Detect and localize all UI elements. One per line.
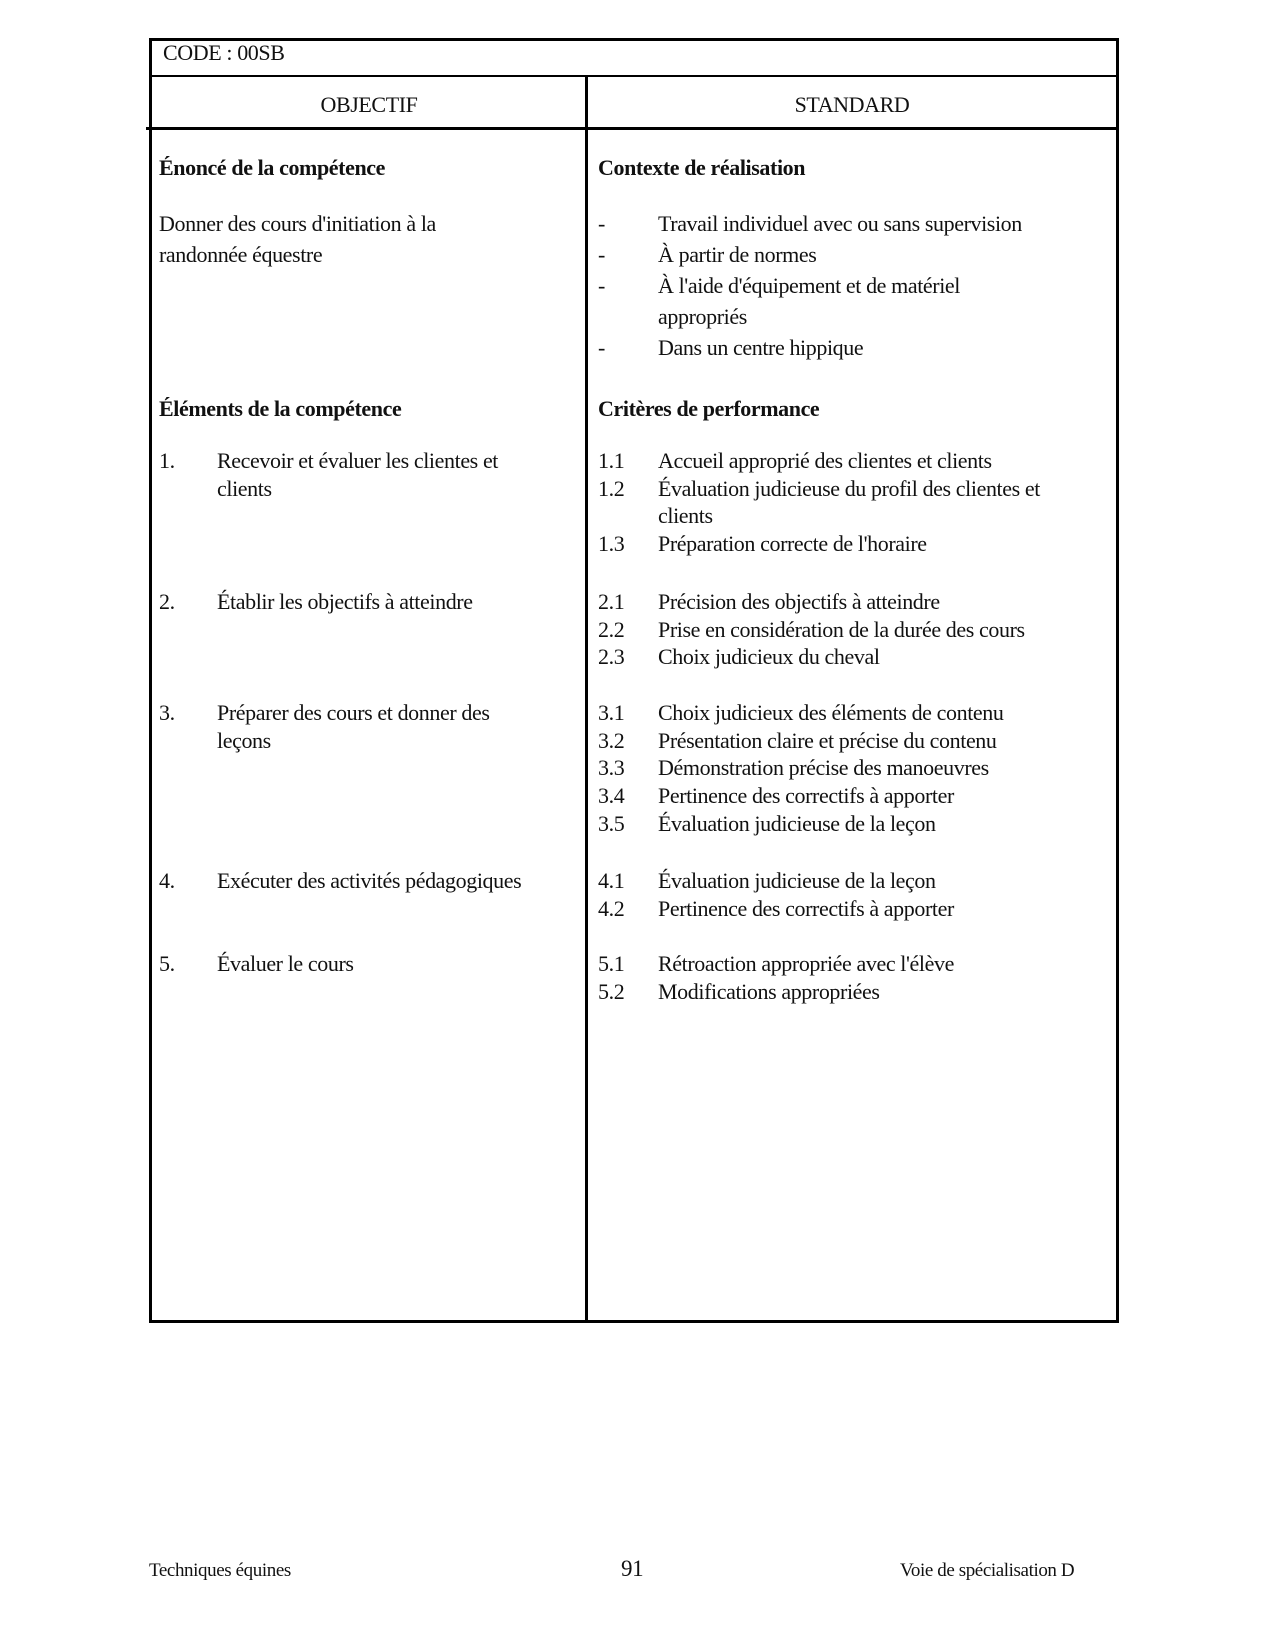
- element-text: Établir les objectifs à atteindre: [217, 589, 473, 614]
- footer-right: Voie de spécialisation D: [900, 1560, 1075, 1581]
- footer-left: Techniques équines: [149, 1560, 291, 1581]
- contexte-item-text: À partir de normes: [658, 242, 817, 267]
- code-row-divider: [149, 75, 1119, 77]
- header-standard: STANDARD: [794, 92, 910, 117]
- critere-text: Pertinence des correctifs à apporter: [658, 895, 954, 921]
- table-border-top: [149, 38, 1119, 41]
- element-text: clients: [217, 476, 272, 501]
- element-number: 3.: [159, 700, 175, 725]
- critere-text: Prise en considération de la durée des cours: [658, 616, 1025, 642]
- critere-number: 5.1: [598, 951, 625, 976]
- table-border-left: [149, 38, 152, 1323]
- element-text: Évaluer le cours: [217, 951, 354, 976]
- header-row-divider: [146, 127, 1119, 130]
- enonce-title: Énoncé de la compétence: [159, 155, 386, 180]
- critere-text: Démonstration précise des manoeuvres: [658, 755, 989, 781]
- table-border-right: [1116, 38, 1119, 1323]
- contexte-title: Contexte de réalisation: [598, 155, 806, 180]
- header-objectif: OBJECTIF: [320, 92, 418, 117]
- critere-text: Préparation correcte de l'horaire: [658, 531, 927, 557]
- element-text: leçons: [217, 728, 271, 753]
- enonce-line: Donner des cours d'initiation à la: [159, 211, 436, 236]
- contexte-item-text: appropriés: [658, 304, 747, 329]
- critere-text: Accueil approprié des clientes et clients: [658, 448, 992, 473]
- critere-text: Précision des objectifs à atteindre: [658, 589, 940, 614]
- critere-number: 5.2: [598, 978, 625, 1004]
- element-text: Préparer des cours et donner des: [217, 700, 490, 725]
- elements-title: Éléments de la compétence: [159, 396, 402, 421]
- critere-text: Modifications appropriées: [658, 978, 880, 1004]
- page-number: 91: [621, 1556, 644, 1581]
- element-number: 1.: [159, 448, 175, 473]
- critere-text: Évaluation judicieuse du profil des clientes et: [658, 475, 1040, 501]
- element-number: 5.: [159, 951, 175, 976]
- contexte-bullet: -: [598, 273, 605, 298]
- critere-number: 2.1: [598, 589, 625, 614]
- critere-text: Présentation claire et précise du contenu: [658, 727, 997, 753]
- critere-number: 4.2: [598, 895, 625, 921]
- critere-text: Évaluation judicieuse de la leçon: [658, 868, 936, 893]
- critere-number: 3.1: [598, 700, 625, 725]
- contexte-item-text: Dans un centre hippique: [658, 335, 864, 360]
- table-border-bottom: [149, 1320, 1119, 1323]
- critere-number: 1.2: [598, 475, 625, 501]
- contexte-bullet: -: [598, 242, 605, 267]
- element-number: 2.: [159, 589, 175, 614]
- code-label: CODE : 00SB: [163, 40, 285, 65]
- critere-text: Choix judicieux du cheval: [658, 644, 880, 670]
- critere-number: 3.5: [598, 810, 625, 836]
- element-text: Exécuter des activités pédagogiques: [217, 868, 522, 893]
- enonce-line: randonnée équestre: [159, 242, 323, 267]
- critere-number: 3.3: [598, 755, 625, 781]
- critere-text: Évaluation judicieuse de la leçon: [658, 810, 936, 836]
- criteres-title: Critères de performance: [598, 396, 820, 421]
- column-divider: [585, 75, 588, 1322]
- critere-number: 2.3: [598, 644, 625, 670]
- critere-number: 2.2: [598, 616, 625, 642]
- contexte-item-text: À l'aide d'équipement et de matériel: [658, 273, 961, 298]
- element-text: Recevoir et évaluer les clientes et: [217, 448, 499, 473]
- critere-text: clients: [658, 503, 713, 529]
- critere-number: 1.3: [598, 531, 625, 557]
- critere-number: 1.1: [598, 448, 625, 473]
- critere-number: 4.1: [598, 868, 625, 893]
- contexte-bullet: -: [598, 335, 605, 360]
- critere-number: 3.2: [598, 727, 625, 753]
- critere-text: Pertinence des correctifs à apporter: [658, 783, 954, 809]
- critere-text: Rétroaction appropriée avec l'élève: [658, 951, 954, 976]
- element-number: 4.: [159, 868, 175, 893]
- critere-number: 3.4: [598, 783, 625, 809]
- critere-text: Choix judicieux des éléments de contenu: [658, 700, 1004, 725]
- contexte-bullet: -: [598, 211, 605, 236]
- contexte-item-text: Travail individuel avec ou sans supervision: [658, 211, 1022, 236]
